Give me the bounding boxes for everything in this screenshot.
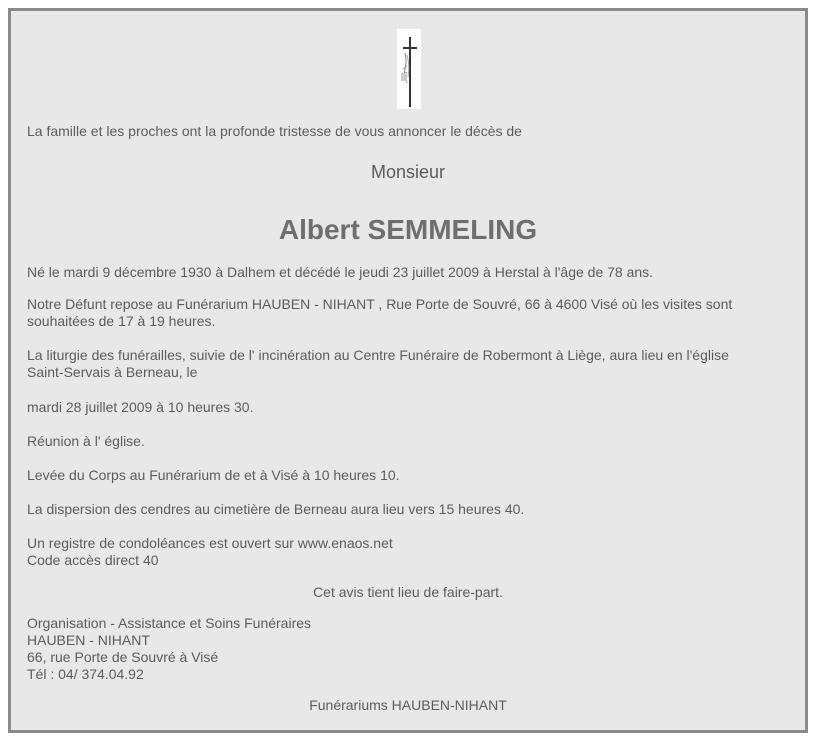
liturgy-text: La liturgie des funérailles, suivie de l' incinération au Centre Funéraire de Robermont à Liège, aura lieu en l'église Saint-Servais à Berneau, le xyxy=(27,347,729,380)
org-line-1: Organisation - Assistance et Soins Funéraires xyxy=(27,615,312,631)
birth-death-text: Né le mardi 9 décembre 1930 à Dalhem et décédé le jeudi 23 juillet 2009 à Herstal à l'âge de 78 ans. xyxy=(27,264,654,280)
org-line-2: HAUBEN - NIHANT xyxy=(27,632,150,648)
deceased-name: Albert SEMMELING xyxy=(278,214,538,245)
registry-text: Un registre de condoléances est ouvert sur www.enaos.net xyxy=(27,535,393,551)
levee-text: Levée du Corps au Funérarium de et à Visé à 10 heures 10. xyxy=(27,467,400,483)
obituary-card xyxy=(8,8,808,733)
cross-icon xyxy=(397,29,421,109)
notice-text: Cet avis tient lieu de faire-part. xyxy=(313,584,503,600)
registry-code: Code accès direct 40 xyxy=(27,552,159,568)
reunion-text: Réunion à l' église. xyxy=(27,433,145,449)
footer-text: Funérariums HAUBEN-NIHANT xyxy=(309,697,507,713)
repose-text: Notre Défunt repose au Funérarium HAUBEN - NIHANT , Rue Porte de Souvré, 66 à 4600 Visé où les visites sont souhaitées de 17 à 19 heures. xyxy=(27,296,733,329)
org-line-3: 66, rue Porte de Souvré à Visé xyxy=(27,649,219,665)
org-line-4: Tél : 04/ 374.04.92 xyxy=(27,666,144,682)
salutation: Monsieur xyxy=(370,162,446,182)
ceremony-date: mardi 28 juillet 2009 à 10 heures 30. xyxy=(27,399,254,415)
dispersion-text: La dispersion des cendres au cimetière de Berneau aura lieu vers 15 heures 40. xyxy=(27,501,525,517)
intro-text: La famille et les proches ont la profonde tristesse de vous annoncer le décès de xyxy=(27,123,522,139)
